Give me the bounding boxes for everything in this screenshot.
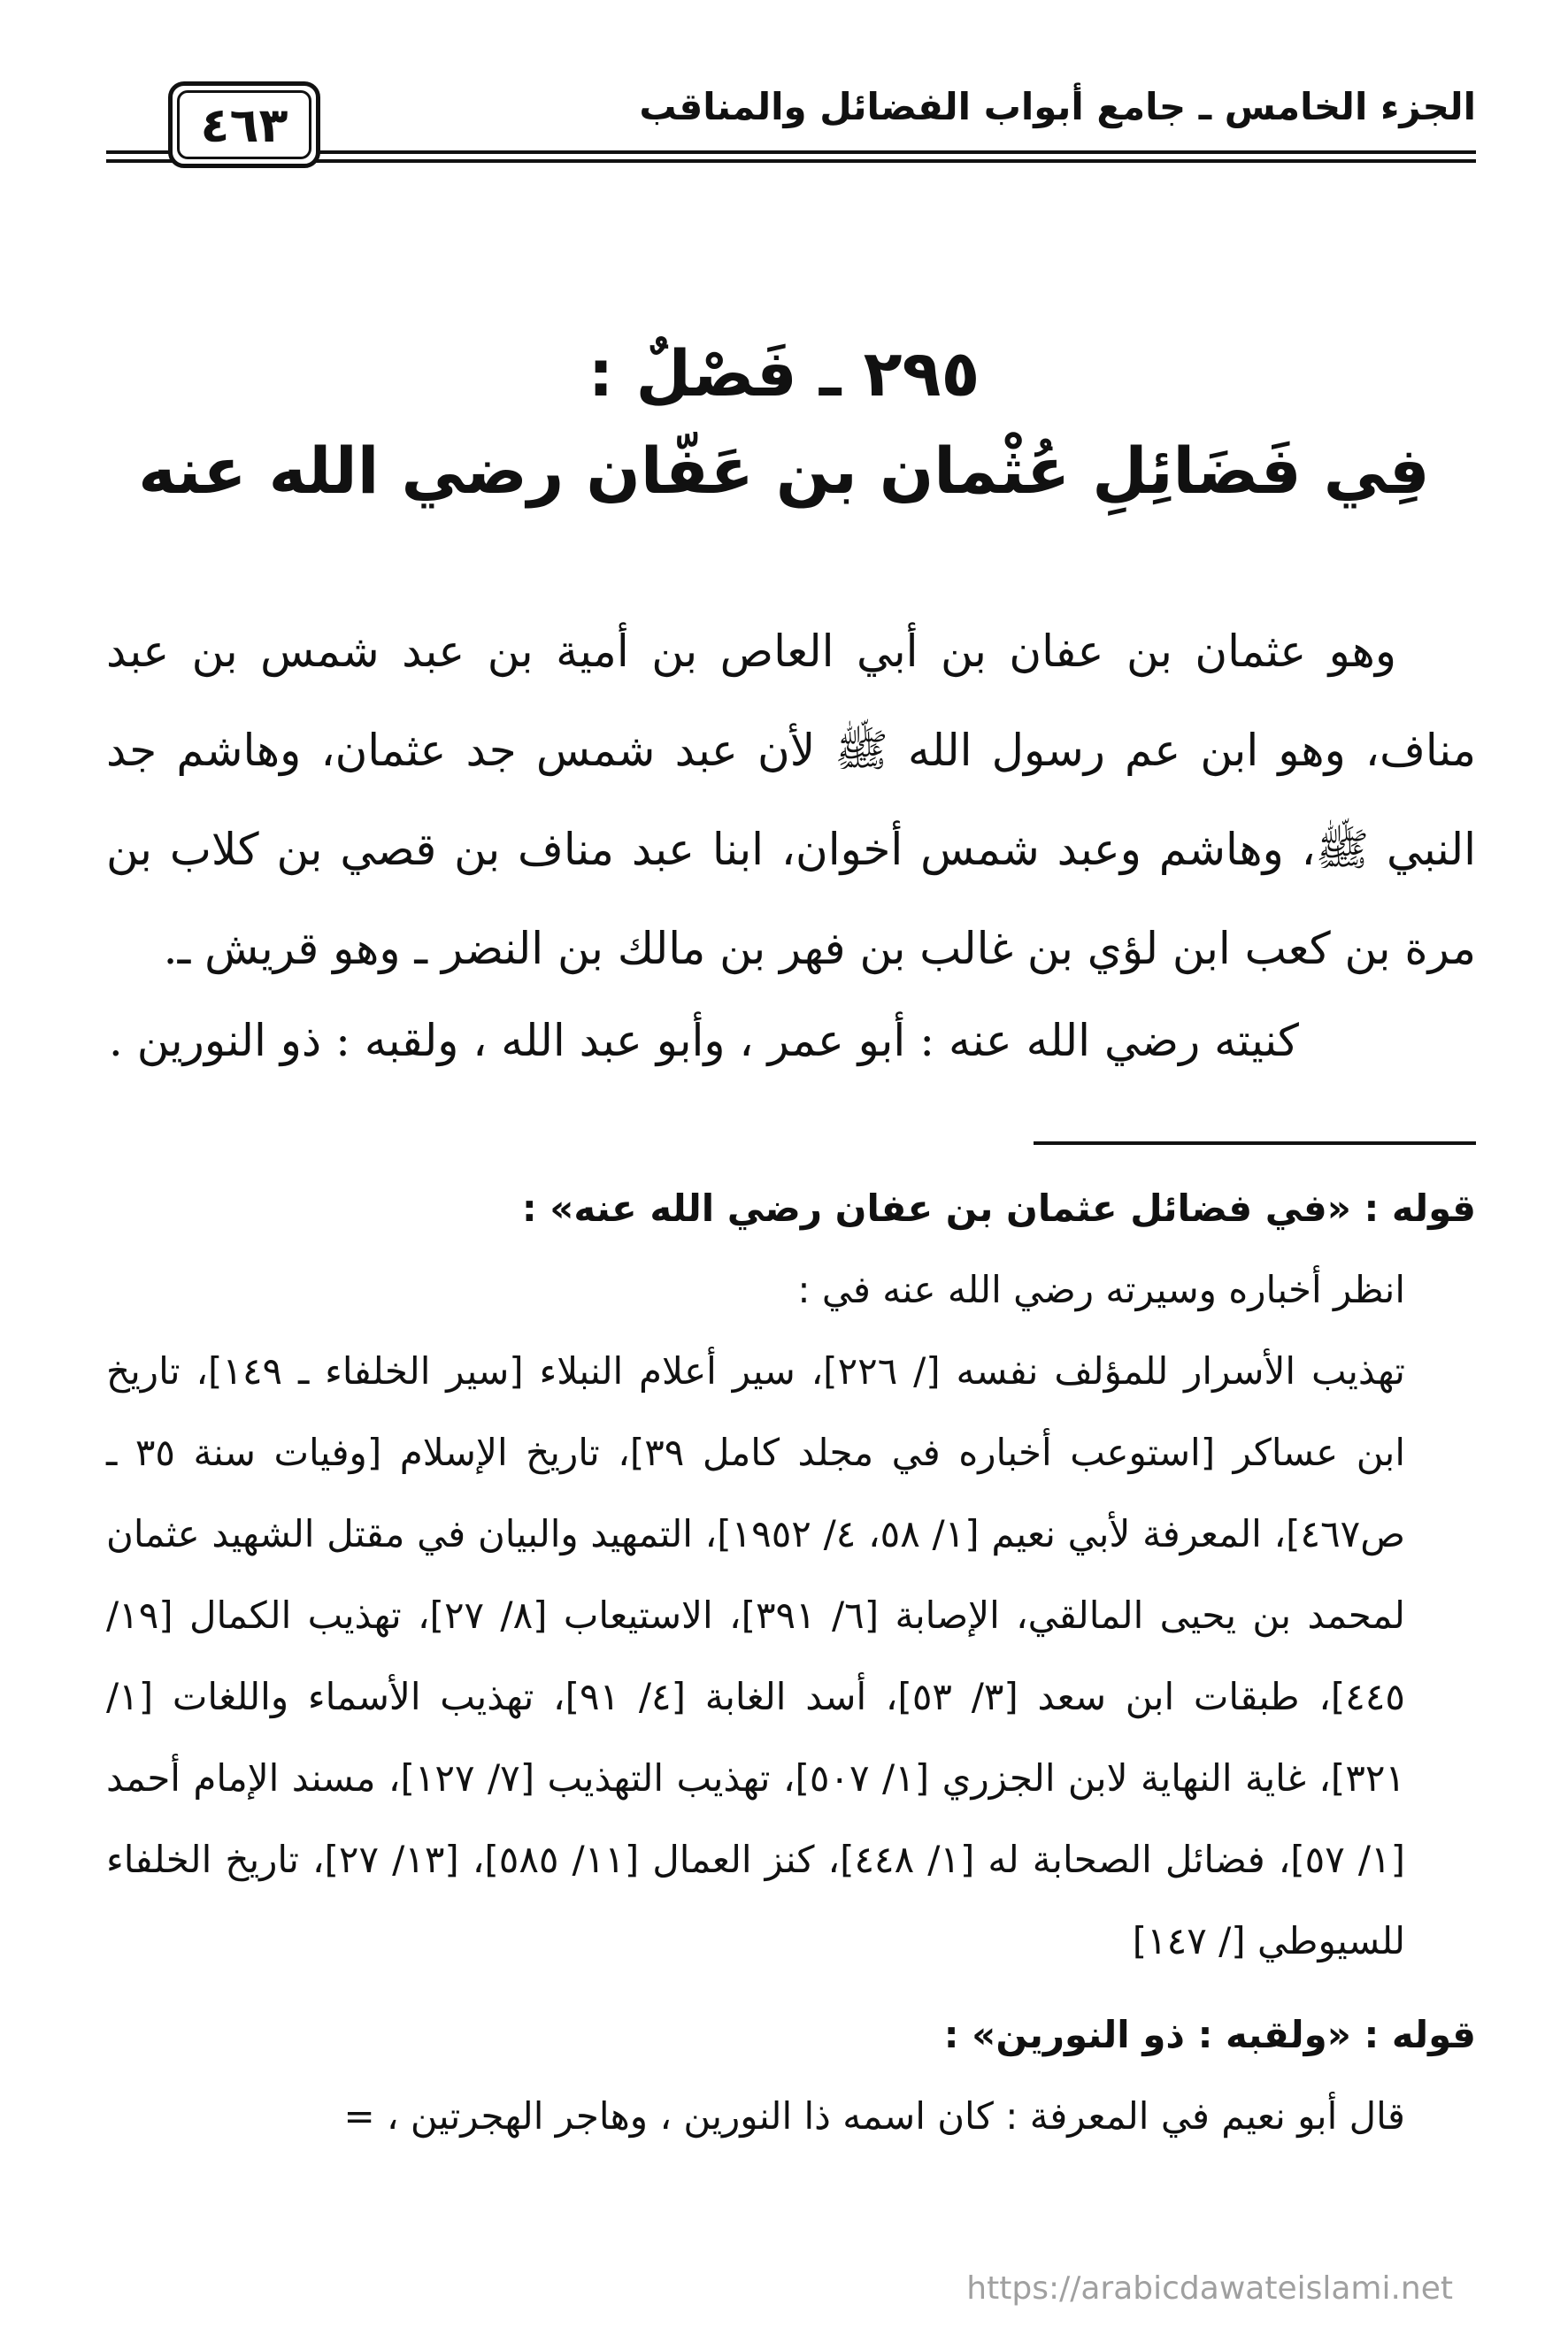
page-number-frame xyxy=(168,81,320,168)
kunya-line: كنيته رضي الله عنه : أبو عمر ، وأبو عبد الله ، ولقبه : ذو النورين . xyxy=(108,1015,1299,1066)
footnotes xyxy=(106,1168,1476,2157)
page-number: ٤٦٣ xyxy=(200,96,288,153)
lineage-paragraph: وهو عثمان بن عفان بن أبي العاص بن أمية بن عبد شمس بن عبد مناف، وهو ابن عم رسول الله ﷺ لأن عبد شمس جد عثمان، وهاشم جد النبي ﷺ، وهاشم وعبد شمس أخوان، ابنا عبد مناف بن قصي بن كلاب بن مرة بن كعب ابن لؤي بن غالب بن فهر بن مالك بن النضر ـ وهو قريش ـ. xyxy=(106,626,1476,974)
running-title: الجزء الخامس ـ جامع أبواب الفضائل والمناقب xyxy=(639,85,1476,128)
footnote-2-head: قوله : «ولقبه : ذو النورين» : xyxy=(943,2013,1476,2056)
footnote-1-head: قوله : «في فضائل عثمان بن عفان رضي الله عنه» : xyxy=(521,1187,1476,1230)
footnote-2-text: قال أبو نعيم في المعرفة : كان اسمه ذا النورين ، وهاجر الهجرتين ، = xyxy=(343,2094,1405,2138)
section-title: ٢٩٥ ـ فَصْلٌ : xyxy=(588,336,980,411)
main-text xyxy=(106,602,1476,998)
footnote-separator xyxy=(1034,1141,1476,1145)
section-subtitle: فِي فَضَائِلِ عُثْمان بن عَفّان رضي الله عنه xyxy=(138,434,1430,508)
watermark-url: https://arabicdawateislami.net xyxy=(966,2270,1453,2307)
footnote-1-intro: انظر أخباره وسيرته رضي الله عنه في : xyxy=(797,1268,1405,1311)
footnote-1-text: تهذيب الأسرار للمؤلف نفسه [/ ٢٢٦]، سير أعلام النبلاء [سير الخلفاء ـ ١٤٩]، تاريخ ابن عساكر [استوعب أخباره في مجلد كامل ٣٩]، تاريخ الإسلام [وفيات سنة ٣٥ ـ ص٤٦٧]، المعرفة لأبي نعيم [١/ ٥٨، ٤/ ١٩٥٢]، التمهيد والبيان في مقتل الشهيد عثمان لمحمد بن يحيى المالقي، الإصابة [٦/ ٣٩١]، الاستيعاب [٨/ ٢٧]، تهذيب الكمال [١٩/ ٤٤٥]، طبقات ابن سعد [٣/ ٥٣]، أسد الغابة [٤/ ٩١]، تهذيب الأسماء واللغات [١/ ٣٢١]، غاية النهاية لابن الجزري [١/ ٥٠٧]، تهذيب التهذيب [٧/ ١٢٧]، مسند الإمام أحمد [١/ ٥٧]، فضائل الصحابة له [١/ ٤٤٨]، كنز العمال [١١/ ٥٨٥]، [١٣/ ٢٧]، تاريخ الخلفاء للسيوطي [/ ١٤٧] xyxy=(106,1349,1406,1962)
